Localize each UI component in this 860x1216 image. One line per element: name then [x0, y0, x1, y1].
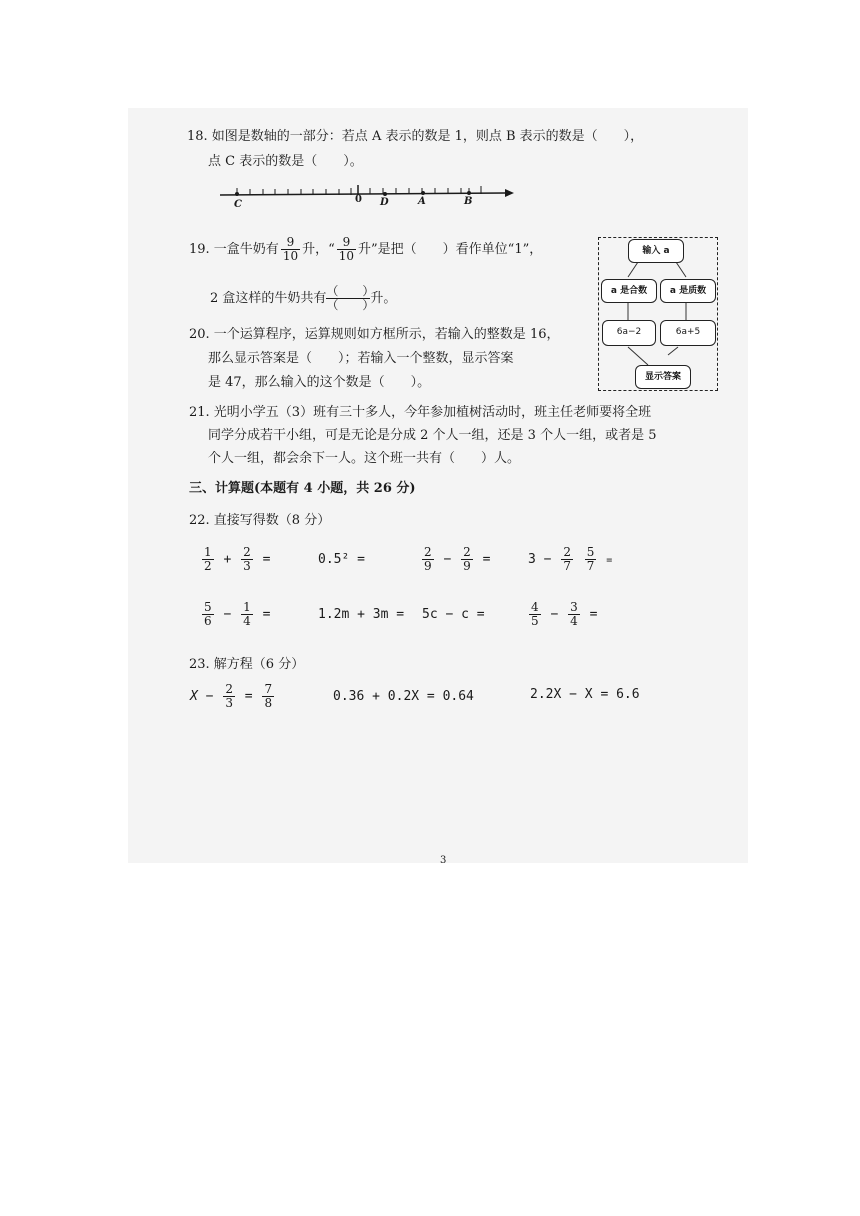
- expr-four-fifths-minus: $\frac{4}{5}$ − $\frac{3}{4}$ =: [531, 600, 598, 628]
- fraction-nine-tenths: $\frac{9}{10}$: [282, 235, 299, 263]
- flow-output-box: 显示答案: [635, 365, 691, 389]
- expr-metres: 1.2m + 3m =: [318, 607, 405, 622]
- equation-2-2x: 2.2X − X = 6.6: [530, 687, 640, 702]
- q20-line3: 是 47，那么输入的这个数是（ ）。: [208, 375, 431, 390]
- flow-composite-box: a 是合数: [601, 279, 657, 303]
- q19-line2-suffix: 升。: [370, 291, 397, 306]
- flow-prime-op-box: 6a+5: [660, 320, 716, 346]
- expr-square: 0.5² =: [318, 552, 365, 567]
- section-three-heading: 三、计算题(本题有 4 小题，共 26 分): [189, 481, 416, 496]
- q19-line1: [189, 235, 542, 265]
- page-number: 3: [440, 855, 447, 866]
- point-d-label: D: [380, 197, 389, 208]
- q20-line1: 20. 一个运算程序，运算规则如方框所示，若输入的整数是 16，: [189, 327, 560, 342]
- point-b-dot: [467, 191, 471, 195]
- q20-line2: 那么显示答案是（ ）；若输入一个整数，显示答案: [208, 351, 514, 366]
- equation-decimal: 0.36 + 0.2X = 0.64: [333, 689, 474, 704]
- equation-x-minus-fraction: X − $\frac{2}{3}$ = $\frac{7}{8}$: [190, 682, 273, 710]
- fraction-nine-tenths-quoted: $\frac{9}{10}$: [338, 235, 355, 263]
- expr-five-sixths-minus-quarter: $\frac{5}{6}$ − $\frac{1}{4}$ =: [204, 600, 271, 628]
- q21-line1: 21. 光明小学五（3）班有三十多人，今年参加植树活动时，班主任老师要将全班: [189, 405, 652, 420]
- q19-line2-prefix: 2 盒这样的牛奶共有: [210, 291, 327, 306]
- answer-blank-fraction[interactable]: $\frac{( )}{( )}$: [326, 284, 375, 312]
- q19-mid1: 升，“: [302, 242, 335, 257]
- point-a-label: A: [418, 196, 426, 207]
- expr-c-terms: 5c − c =: [422, 607, 485, 622]
- point-b-label: B: [464, 196, 473, 207]
- flow-prime-box: a 是质数: [660, 279, 716, 303]
- q19-line2: [210, 284, 396, 314]
- expr-half-plus-two-thirds: $\frac{1}{2}$ + $\frac{2}{3}$ =: [204, 545, 271, 573]
- q18-line2: 点 C 表示的数是（ ）。: [208, 154, 363, 169]
- flow-input-box: 输入 a: [628, 239, 684, 263]
- point-c-dot: [235, 192, 239, 196]
- q23-title: 23. 解方程（6 分）: [189, 657, 305, 672]
- point-origin-label: 0: [355, 194, 362, 205]
- expr-three-minus-sevenths: 3 − $\frac{2}{7}$ $\frac{5}{7}$ =: [528, 545, 613, 573]
- q19-mid2: 升”是把（ ）看作单位“1”，: [358, 242, 543, 257]
- number-line-arrow: [505, 189, 514, 197]
- point-d-dot: [383, 192, 387, 196]
- q18-line1: 18. 如图是数轴的一部分：若点 A 表示的数是 1，则点 B 表示的数是（ ），: [187, 129, 644, 144]
- point-a-dot: [421, 191, 425, 195]
- q19-prefix: 19. 一盒牛奶有: [189, 242, 279, 257]
- expr-two-ninths-minus: $\frac{2}{9}$ − $\frac{2}{9}$ =: [424, 545, 491, 573]
- flow-composite-op-box: 6a−2: [602, 320, 656, 346]
- q21-line2: 同学分成若干小组，可是无论是分成 2 个人一组，还是 3 个人一组，或者是 5: [208, 428, 657, 443]
- q22-title: 22. 直接写得数（8 分）: [189, 513, 331, 528]
- q21-line3: 个人一组，都会余下一人。这个班一共有（ ）人。: [208, 451, 521, 466]
- point-c-label: C: [234, 199, 242, 210]
